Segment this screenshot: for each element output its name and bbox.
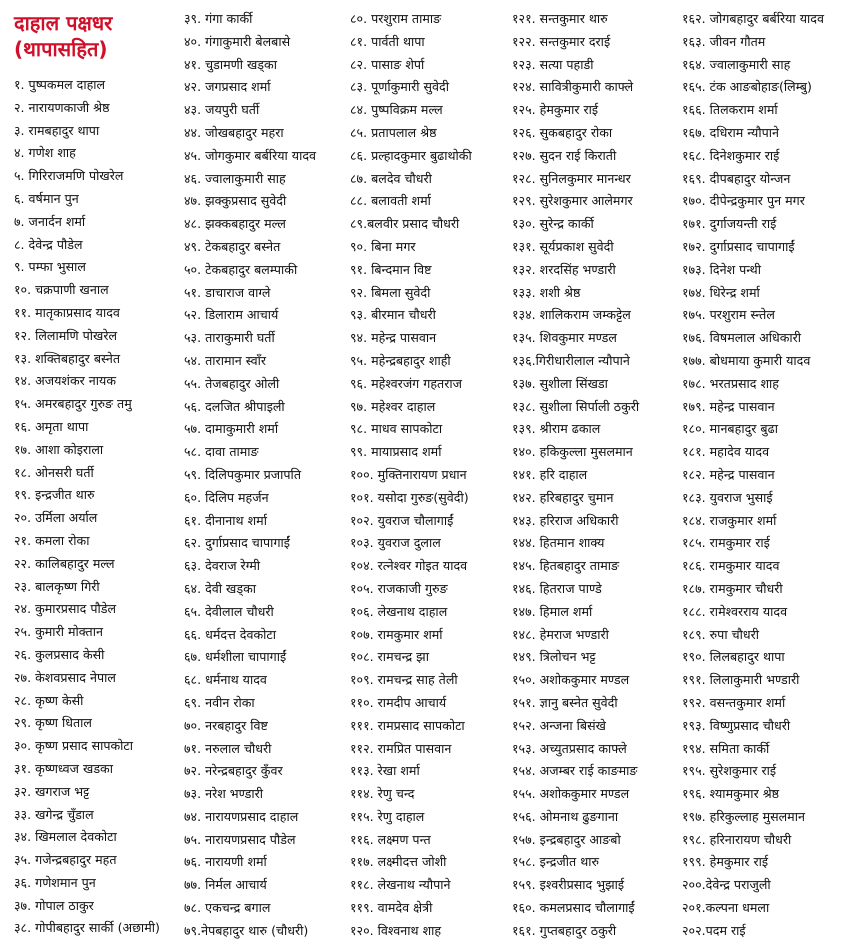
list-item: ३५. गजेन्द्रबहादुर महत (14, 852, 117, 868)
list-item: १९. इन्द्रजीत थारु (14, 487, 95, 503)
column-1 (14, 8, 182, 940)
list-item: ९६. महेश्वरजंग गहतराज (350, 375, 462, 391)
list-item: १७१. दुर्गाजयन्ती राई (682, 216, 777, 232)
list-item: ५७. दामाकुमारी शर्मा (184, 421, 279, 437)
list-item: १६९. दीपबहादुर योन्जन (682, 170, 791, 186)
list-item: ९१. बिन्दमान विष्ट (350, 261, 432, 277)
list-item: ५५. तेजबहादुर ओली (184, 375, 280, 391)
list-item: १८. ओनसरी घर्ती (14, 464, 94, 480)
list-item: १५७. इन्द्रबहादुर आङबो (512, 831, 621, 847)
list-item: ७३. नरेश भण्डारी (184, 786, 264, 802)
list-item: ३४. खिमलाल देवकोटा (14, 829, 117, 845)
list-item: ४०. गंगाकुमारी बेलबासे (184, 33, 291, 49)
list-item: २८. कृष्ण केसी (14, 692, 84, 708)
list-item: १३२. शरदसिंह भण्डारी (512, 261, 616, 277)
list-item: १५८. इन्द्रजीत थारु (512, 854, 600, 870)
list-item: ६९. नवीन रोका (184, 694, 255, 710)
list-item: ११२. रामप्रित पासवान (350, 740, 452, 756)
list-item: ७४. नारायणप्रसाद दाहाल (184, 808, 299, 824)
list-item: ५८. दावा तामाङ (184, 444, 259, 460)
list-item: ३२. खगराज भट्ट (14, 783, 90, 799)
list-item: १९८. हरिनारायण चौधरी (682, 831, 792, 847)
list-item: २५. कुमारी मोक्तान (14, 624, 103, 640)
list-item: १८१. महादेव यादव (682, 444, 770, 460)
list-item: १७६. विषमलाल अधिकारी (682, 330, 802, 346)
column-3 (350, 8, 510, 943)
list-item: १५३. अच्युतप्रसाद काफ्ले (512, 740, 627, 756)
list-item: १३५. शिवकुमार मण्डल (512, 330, 617, 346)
list-item: ४५. जोगकुमार बर्बरिया यादव (184, 147, 317, 163)
list-item: ८८. बलावती शर्मा (350, 193, 431, 209)
list-item: १५६. ओमनाथ ढुङगाना (512, 808, 619, 824)
list-item: २७. केशवप्रसाद नेपाल (14, 669, 116, 685)
list-item: १६४. ज्वालाकुमारी साह (682, 56, 791, 72)
list-item: ३९. गंगा कार्की (184, 11, 253, 26)
list-item: ४४. जोखबहादुर महरा (184, 124, 284, 140)
list-item: ७९.नेपबहादुर थारु (चौधरी) (184, 922, 309, 938)
list-item: २०१.कल्पना धमला (682, 900, 770, 916)
list-item: १. पुष्पकमल दाहाल (14, 77, 106, 92)
list-item: १२६. सुकबहादुर रोका (512, 124, 613, 140)
list-item: १०८. रामचन्द्र झा (350, 649, 429, 665)
list-item: १८५. रामकुमार राई (682, 535, 770, 551)
list-item: १०६. लेखनाथ दाहाल (350, 603, 448, 619)
list-item: १६१. गुप्तबहादुर ठकुरी (512, 922, 617, 938)
list-item: ९९. मायाप्रसाद शर्मा (350, 444, 442, 460)
list-item: १९२. वसन्तकुमार शर्मा (682, 694, 786, 710)
list-item: ६२. दुर्गाप्रसाद चापागाईं (184, 535, 290, 551)
list-item: १६३. जीवन गौतम (682, 33, 766, 49)
list-item: ८०. परशुराम तामाङ (350, 11, 442, 26)
list-item: १०४. रत्नेश्वर गोइत यादव (350, 558, 468, 574)
list-item: २९. कृष्ण धिताल (14, 715, 92, 731)
list-item: १८४. राजकुमार शर्मा (682, 512, 777, 528)
list-item: १५. अमरबहादुर गुरुङ तमु (14, 396, 132, 412)
list-item: १२२. सन्तकुमार दराई (512, 33, 611, 49)
list-item: ५४. तारामान स्वाँर (184, 352, 267, 368)
list-item: १९३. विष्णुप्रसाद चौधरी (682, 717, 791, 733)
list-item: १२९. सुरेशकुमार आलेमगर (512, 193, 633, 209)
list-item: १४८. हेमराज भण्डारी (512, 626, 609, 642)
list-item: ३७. गोपाल ठाकुर (14, 897, 94, 913)
list-item: ३. रामबहादुर थापा (14, 122, 100, 138)
list-item: ६६. धर्मदत्त देवकोटा (184, 626, 277, 642)
list-item: २००.देवेन्द्र पराजुली (682, 877, 771, 893)
list-item: १८८. रामेश्वरराय यादव (682, 603, 788, 619)
list-item: ११७. लक्ष्मीदत्त जोशी (350, 854, 447, 870)
list-item: ५९. दिलिपकुमार प्रजापति (184, 466, 301, 482)
list-item: १२३. सत्या पहाडी (512, 56, 594, 72)
list-item: १८३. युवराज भुसाई (682, 489, 773, 505)
list-item: १००. मुक्तिनारायण प्रधान (350, 466, 467, 482)
list-item: १९१. लिलाकुमारी भण्डारी (682, 672, 800, 688)
list-item: ५६. दलजित श्रीपाइली (184, 398, 285, 414)
list-item: १९५. सुरेशकुमार राई (682, 763, 777, 779)
list-item: ६. वर्षमान पुन (14, 190, 79, 206)
list-item: ९७. महेश्वर दाहाल (350, 398, 436, 414)
list-item: १९०. लिलबहादुर थापा (682, 649, 785, 665)
list-item: ७७. निर्मल आचार्य (184, 877, 267, 893)
list-item: १३७. सुशीला सिंखडा (512, 375, 608, 391)
list-item: ७१. नरुलाल चौधरी (184, 740, 272, 756)
list-item: ६४. देवी खड्का (184, 580, 257, 596)
list-item: २४. कुमारप्रसाद पौडेल (14, 601, 117, 617)
list-item: २२. कालिबहादुर मल्ल (14, 555, 115, 571)
list-item: ८२. पासाङ शेर्पा (350, 56, 425, 72)
list-item: १२१. सन्तकुमार थारु (512, 11, 608, 26)
list-item: ११५. रेणु दाहाल (350, 808, 425, 824)
list-item: १४३. हरिराज अधिकारी (512, 512, 619, 528)
list-item: ८९.बलवीर प्रसाद चौधरी (350, 216, 460, 232)
list-item: ९५. महेन्द्रबहादुर शाही (350, 352, 451, 368)
list-item: ९४. महेन्द्र पासवान (350, 330, 437, 346)
list-item: ९०. बिना मगर (350, 238, 416, 254)
list-item: ९३. बीरमान चौधरी (350, 307, 436, 323)
list-item: १६८. दिनेशकुमार राई (682, 147, 780, 163)
list-item: १६. अमृता थापा (14, 418, 89, 434)
list-item: ८३. पूर्णाकुमारी सुवेदी (350, 79, 449, 95)
list-item: १३६.गिरीधारीलाल न्यौपाने (512, 352, 630, 368)
list-item: १३०. सुरेन्द्र कार्की (512, 216, 594, 232)
list-item: १९७. हरिकुल्लाह मुसलमान (682, 808, 805, 824)
list-item: १४९. त्रिलोचन भट्ट (512, 649, 596, 665)
list-item: ५२. डिलाराम आचार्य (184, 307, 279, 323)
list-item: १११. रामप्रसाद सापकोटा (350, 717, 465, 733)
list-item: १३९. श्रीराम ढकाल (512, 421, 601, 437)
list-item: १५२. अन्जना बिसंखे (512, 717, 606, 733)
list-item: २०. उर्मिला अर्याल (14, 510, 98, 526)
list-item: १९४. समिता कार्की (682, 740, 770, 756)
list-item: ८१. पार्वती थापा (350, 33, 425, 49)
list-item: ११९. वामदेव क्षेत्री (350, 900, 433, 916)
list-item: २१. कमला रोका (14, 532, 90, 548)
list-item: १८९. रुपा चौधरी (682, 626, 760, 642)
list-item: ४३. जयपुरी घर्ती (184, 102, 260, 118)
list-item: ८५. प्रतापलाल श्रेष्ठ (350, 124, 437, 140)
list-item: १०१. यसोदा गुरुङ(सुवेदी) (350, 489, 469, 505)
list-item: १०२. युवराज चौलागाईं (350, 512, 454, 528)
page-title: दाहाल पक्षधर (14, 11, 113, 35)
list-item: १७. आशा कोइराला (14, 441, 104, 457)
list-item: ९८. माधव सापकोटा (350, 421, 443, 437)
list-item: १८७. रामकुमार चौधरी (682, 580, 783, 596)
list-item: ६३. देवराज रेग्मी (184, 558, 261, 574)
list-item: ५०. टेकबहादुर बलम्पाकी (184, 261, 298, 277)
list-item: ६०. दिलिप महर्जन (184, 489, 269, 505)
list-item: १३. शक्तिबहादुर बस्नेत (14, 350, 121, 366)
list-item: २. नारायणकाजी श्रेष्ठ (14, 99, 110, 115)
list-item: ६१. दीनानाथ शर्मा (184, 512, 267, 528)
list-item: १५०. अशोककुमार मण्डल (512, 672, 630, 688)
list-item: १२४. सावित्रीकुमारी काफ्ले (512, 79, 634, 95)
list-item: ११४. रेणु चन्द (350, 786, 415, 802)
list-item: ७५. नारायणप्रसाद पौडेल (184, 831, 296, 847)
list-item: १२५. हेमकुमार राई (512, 102, 599, 118)
list-item: ५१. डाचाराज वाग्ले (184, 284, 271, 300)
list-item: १७७. बोधमाया कुमारी यादव (682, 352, 811, 368)
list-item: १६७. दधिराम न्यौपाने (682, 124, 779, 140)
list-item: १४. अजयशंकर नायक (14, 373, 116, 389)
list-item: ३१. कृष्णध्वज खडका (14, 760, 113, 776)
list-item: ११३. रेखा शर्मा (350, 763, 420, 779)
list-item: १०५. राजकाजी गुरुङ (350, 580, 448, 596)
list-item: १४२. हरिबहादुर चुमान (512, 489, 614, 505)
list-item: १८०. मानबहादुर बुढा (682, 421, 778, 437)
list-item: २६. कुलप्रसाद केसी (14, 646, 105, 662)
list-item: १४६. हितराज पाण्डे (512, 580, 602, 596)
list-item: ११८. लेखनाथ न्यौपाने (350, 877, 451, 893)
list-item: ११६. लक्ष्मण पन्त (350, 831, 431, 847)
list-item: ८६. प्रल्हादकुमार बुढाथोकी (350, 147, 472, 163)
list-item: १३१. सूर्यप्रकाश सुवेदी (512, 238, 614, 254)
list-item: ६५. देवीलाल चौधरी (184, 603, 274, 619)
list-item: १४७. हिमाल शर्मा (512, 603, 593, 619)
list-item: १९६. श्यामकुमार श्रेष्ठ (682, 786, 780, 802)
page-subtitle: (थापासहित) (14, 37, 108, 61)
list-item: ८७. बलदेव चौधरी (350, 170, 432, 186)
list-item: १२७. सुदन राई किराती (512, 147, 617, 163)
list-item: १५१. ज्ञानु बस्नेत सुवेदी (512, 694, 618, 710)
list-item: ६८. धर्मनाथ यादव (184, 672, 267, 688)
column-2 (184, 8, 346, 943)
list-item: ११. मातृकाप्रसाद यादव (14, 304, 120, 320)
list-item: ४९. टेकबहादुर बस्नेत (184, 238, 281, 254)
list-item: ४२. जगप्रसाद शर्मा (184, 79, 271, 95)
list-item: ५. गिरिराजमणि पोखरेल (14, 168, 124, 184)
list-item: ९२. बिमला सुवेदी (350, 284, 431, 300)
list-item: १७२. दुर्गाप्रसाद चापागाईं (682, 238, 795, 254)
list-item: १७९. महेन्द्र पासवान (682, 398, 775, 414)
list-item: ७८. एकचन्द्र बगाल (184, 900, 271, 916)
list-item: ८. देवेन्द्र पौडेल (14, 236, 83, 252)
list-item: ५३. ताराकुमारी घर्ती (184, 330, 275, 346)
list-item: ३०. कृष्ण प्रसाद सापकोटा (14, 738, 134, 754)
list-item: १८२. महेन्द्र पासवान (682, 466, 775, 482)
list-item: १२. लिलामणि पोखरेल (14, 327, 118, 343)
list-item: ४७. झक्कुप्रसाद सुवेदी (184, 193, 287, 209)
list-item: १५५. अशोककुमार मण्डल (512, 786, 630, 802)
list-item: १३४. शालिकराम जम्कट्टेल (512, 307, 631, 323)
list-item: ६७. धर्मशीला चापागाईं (184, 649, 287, 665)
list-item: ३८. गोपीबहादुर सार्की (अछामी) (14, 920, 160, 936)
list-item: १९९. हेमकुमार राई (682, 854, 769, 870)
list-item: १६२. जोगबहादुर बर्बरिया यादव (682, 11, 824, 26)
list-item: १७८. भरतप्रसाद शाह (682, 375, 779, 391)
list-item: १२८. सुनिलकुमार मानन्धर (512, 170, 631, 186)
list-item: १४०. हकिकुल्ला मुसलमान (512, 444, 633, 460)
list-item: १४१. हरि दाहाल (512, 466, 588, 482)
list-item: १४४. हितमान शाक्य (512, 535, 605, 551)
list-item: १०९. रामचन्द्र साह तेली (350, 672, 458, 688)
list-item: १३८. सुशीला सिर्पाली ठकुरी (512, 398, 640, 414)
list-item: ७. जनार्दन शर्मा (14, 213, 86, 229)
list-item: १७०. दीपेन्द्रकुमार पुन मगर (682, 193, 805, 209)
list-item: ७२. नरेन्द्रबहादुर कुँवर (184, 763, 283, 779)
list-item: ७६. नारायणी शर्मा (184, 854, 267, 870)
list-item: १२०. विश्वनाथ शाह (350, 922, 442, 938)
list-item: ४. गणेश शाह (14, 145, 76, 161)
list-item: ९. पम्फा भुसाल (14, 259, 86, 275)
list-item: ७०. नरबहादुर विष्ट (184, 717, 268, 733)
list-item: १०. चक्रपाणी खनाल (14, 282, 109, 298)
list-item: १०७. रामकुमार शर्मा (350, 626, 443, 642)
list-item: ४६. ज्वालाकुमारी साह (184, 170, 286, 186)
list-item: १४५. हितबहादुर तामाङ (512, 558, 620, 574)
list-item: ३३. खगेन्द्र चुँडाल (14, 806, 94, 822)
list-item: ३६. गणेशमान पुन (14, 874, 96, 890)
list-item: २३. बालकृष्ण गिरी (14, 578, 100, 594)
list-item: २०२.पदम राई (682, 922, 746, 938)
list-item: १८६. रामकुमार यादव (682, 558, 780, 574)
column-4 (512, 8, 680, 943)
list-item: ४१. चुडामणी खड्का (184, 56, 277, 72)
title-block (14, 8, 182, 74)
list-item: ११०. रामदीप आचार्य (350, 694, 447, 710)
list-item: १०३. युवराज दुलाल (350, 535, 441, 551)
list-item: १६६. तिलकराम शर्मा (682, 102, 778, 118)
list-item: १५९. इश्वरीप्रसाद भुझाई (512, 877, 625, 893)
list-item: ८४. पुष्पविक्रम मल्ल (350, 102, 443, 118)
list-item: १७३. दिनेश पन्थी (682, 261, 761, 277)
list-item: १६०. कमलप्रसाद चौलागाईं (512, 900, 635, 916)
list-item: १५४. अजम्बर राई काङमाङ (512, 763, 638, 779)
list-item: १७५. परशुराम स्न्तेल (682, 307, 775, 323)
list-item: १७४. धिरेन्द्र शर्मा (682, 284, 760, 300)
list-item: १३३. शशी श्रेष्ठ (512, 284, 581, 300)
list-item: १६५. टंक आङबोहाङ(लिम्बु) (682, 79, 812, 95)
list-item: ४८. झक्कबहादुर मल्ल (184, 216, 286, 232)
column-5 (682, 8, 850, 943)
